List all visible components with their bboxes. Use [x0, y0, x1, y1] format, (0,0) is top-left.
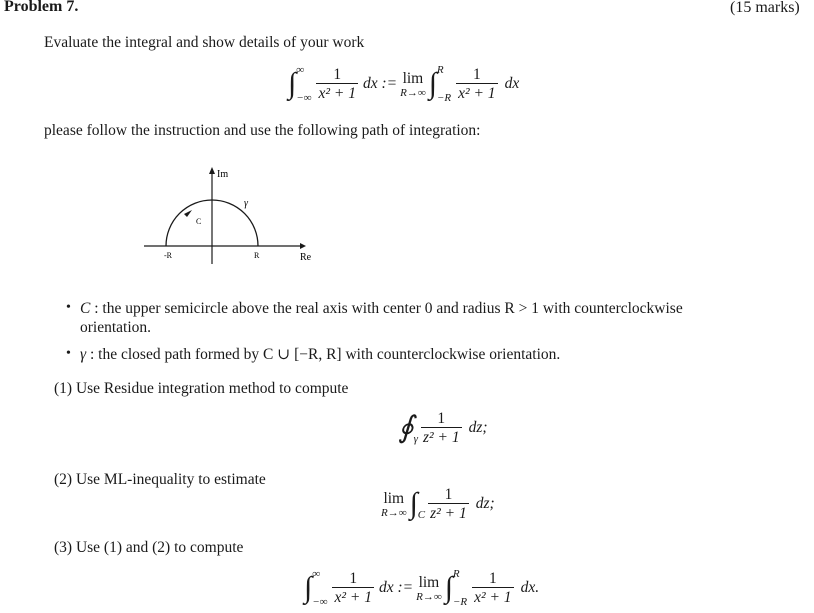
contour-diagram [140, 160, 320, 268]
step-2-label: (2) Use ML-inequality to estimate [54, 471, 266, 488]
lower-limit-r: −R [436, 92, 452, 104]
lower-limit: −∞ [296, 92, 312, 104]
dx-end: dx [504, 75, 520, 92]
dz-tail: dz; [468, 419, 488, 437]
integral-sign: ∫ [288, 67, 297, 100]
bullet-dot: • [66, 300, 71, 315]
fraction: $\frac{1}{\text{z² + 1}}$ [430, 486, 467, 523]
im-arrow-icon [209, 167, 215, 174]
gamma-label: γ [244, 198, 248, 209]
upper-limit-r: R [436, 64, 444, 76]
limit: lim R→∞ [400, 69, 426, 99]
im-label: Im [217, 169, 229, 180]
r-label: R [254, 251, 260, 260]
dx-assign: dx := [362, 75, 398, 92]
orientation-arrow-icon [184, 210, 192, 217]
bullet-c-line2: orientation. [80, 319, 152, 336]
c-subscript: C [417, 509, 426, 522]
re-label: Re [300, 252, 312, 263]
c-label: C [196, 217, 202, 226]
neg-r-label: -R [164, 251, 172, 260]
re-arrow-icon [300, 243, 306, 249]
step-1-label: (1) Use Residue integration method to compute [54, 380, 349, 397]
fraction: $\frac{1}{\text{x² + 1}}$ [318, 65, 356, 102]
bullet-c-line1: C : the upper semicircle above the real axis with center 0 and radius R > 1 with counterclockwise [80, 300, 683, 317]
limit: lim R→∞ [416, 573, 442, 603]
fraction-2: $\frac{1}{\text{x² + 1}}$ [474, 569, 512, 606]
dz-tail: dz; [475, 495, 495, 513]
step-3-label: (3) Use (1) and (2) to compute [54, 539, 244, 556]
integral-sign-2: ∫ [444, 571, 453, 604]
integral-sign-2: ∫ [428, 67, 437, 100]
step-1-equation [398, 410, 488, 447]
instruction-text: please follow the instruction and use the following path of integration: [44, 122, 481, 139]
contour-integral-sign: ∮ [398, 411, 414, 445]
integral-sign: ∫ [304, 571, 313, 604]
limit: lim R→∞ [381, 489, 407, 519]
fraction-2: $\frac{1}{\text{x² + 1}}$ [458, 65, 496, 102]
dx-tail: dx. [520, 579, 540, 596]
step-2-equation [378, 486, 495, 523]
problem-title: Problem 7. [4, 0, 79, 15]
definition-equation [288, 64, 519, 104]
upper-limit: ∞ [296, 64, 305, 76]
marks-label: (15 marks) [730, 0, 800, 16]
bullet-gamma: γ : the closed path formed by C ∪ [−R, R] with counterclockwise orientation. [80, 346, 561, 363]
integral-sign: ∫ [409, 487, 418, 521]
intro-text: Evaluate the integral and show details of your work [44, 34, 365, 51]
bullet-dot: • [66, 346, 71, 361]
step-3-equation: ∫ ∞ −∞ $\frac{1}{\text{x² + 1}}$ dx := lim R→∞ ∫ R −R $\frac{1}{\text{x² + 1}}$ dx. [304, 568, 540, 608]
gamma-subscript: γ [413, 433, 418, 446]
fraction: $\frac{1}{\text{z² + 1}}$ [422, 410, 460, 447]
dx-assign: dx := [378, 579, 414, 596]
fraction: $\frac{1}{\text{x² + 1}}$ [334, 569, 372, 606]
